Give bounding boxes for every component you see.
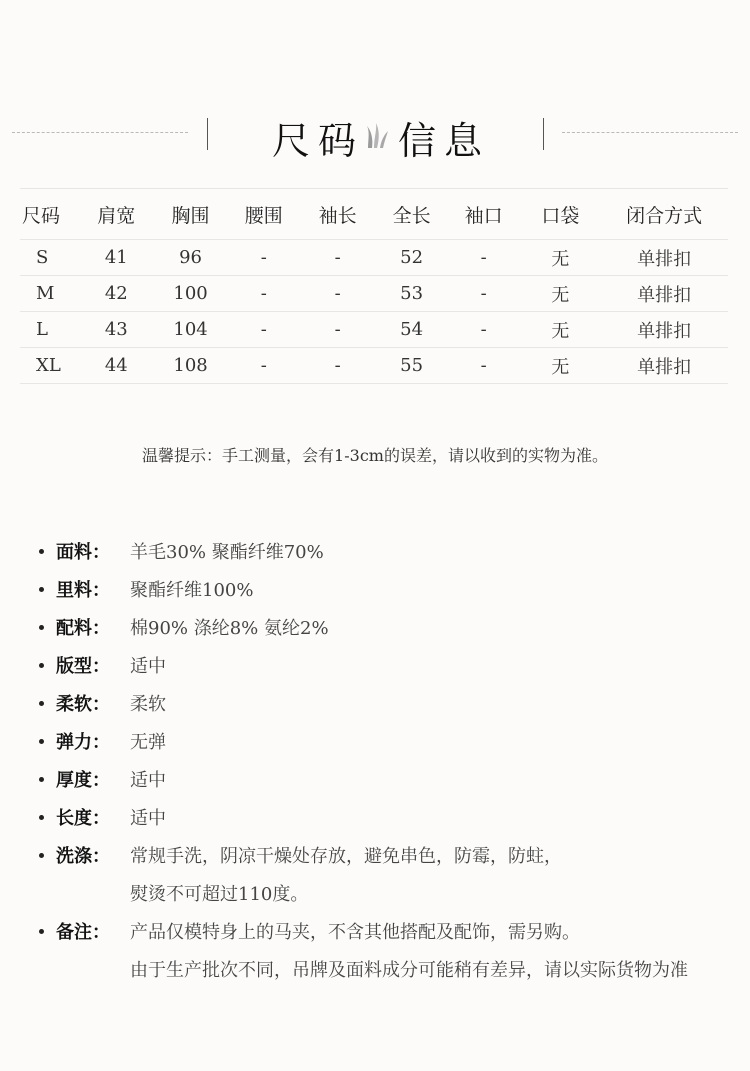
spec-label: 长度： [56, 808, 110, 829]
column-header: 袖口 [447, 189, 521, 240]
table-cell: 单排扣 [600, 348, 728, 384]
title-info: 信息 [398, 119, 491, 163]
bullet-icon [39, 853, 44, 858]
spec-label: 洗涤： [56, 846, 110, 867]
table-cell: - [447, 240, 521, 276]
title-size: 尺码 [272, 119, 365, 163]
bullet-icon [39, 663, 44, 668]
column-header: 腰围 [229, 189, 299, 240]
table-cell: L [20, 312, 80, 348]
table-cell: 108 [152, 348, 228, 384]
table-cell: - [299, 348, 377, 384]
table-cell: - [447, 276, 521, 312]
bullet-icon [39, 625, 44, 630]
table-cell: - [299, 276, 377, 312]
table-cell: 无 [521, 312, 601, 348]
spec-label: 配料： [56, 618, 110, 639]
spec-label: 里料： [56, 580, 110, 601]
table-cell: 100 [152, 276, 228, 312]
bullet-icon [39, 815, 44, 820]
spec-item [34, 572, 744, 610]
table-cell: 54 [377, 312, 447, 348]
spec-item [34, 800, 744, 838]
table-cell: 42 [80, 276, 152, 312]
table-row [20, 348, 728, 384]
column-header: 肩宽 [80, 189, 152, 240]
bullet-icon [39, 701, 44, 706]
column-header: 闭合方式 [600, 189, 728, 240]
bullet-icon [39, 929, 44, 934]
table-cell: - [299, 312, 377, 348]
column-header: 全长 [377, 189, 447, 240]
size-table [20, 188, 728, 384]
table-cell: 单排扣 [600, 240, 728, 276]
spec-item [34, 686, 744, 724]
table-cell: - [229, 276, 299, 312]
table-cell: XL [20, 348, 80, 384]
spec-item [34, 914, 744, 990]
spec-value: 柔软 [130, 694, 166, 715]
vertical-bar-right [543, 118, 544, 150]
spec-label: 弹力： [56, 732, 110, 753]
dashed-divider-right [562, 132, 738, 133]
table-row [20, 240, 728, 276]
section-header [0, 108, 750, 163]
spec-item [34, 610, 744, 648]
table-cell: M [20, 276, 80, 312]
table-cell: - [229, 312, 299, 348]
column-header: 尺码 [20, 189, 80, 240]
spec-value-continued: 熨烫不可超过110度。 [130, 884, 309, 905]
table-cell: 43 [80, 312, 152, 348]
table-row [20, 312, 728, 348]
table-cell: - [447, 348, 521, 384]
spec-value-continued: 由于生产批次不同，吊牌及面料成分可能稍有差异，请以实际货物为准 [130, 960, 688, 981]
size-table-header [20, 189, 728, 240]
table-cell: 52 [377, 240, 447, 276]
spec-value: 常规手洗，阴凉干燥处存放，避免串色，防霉，防蛀， [130, 846, 562, 867]
dashed-divider-left [12, 132, 188, 133]
spec-value: 产品仅模特身上的马夹，不含其他搭配及配饰，需另购。 [130, 922, 580, 943]
table-cell: 55 [377, 348, 447, 384]
column-header: 口袋 [521, 189, 601, 240]
table-cell: 41 [80, 240, 152, 276]
table-cell: S [20, 240, 80, 276]
bullet-icon [39, 587, 44, 592]
table-cell: - [299, 240, 377, 276]
table-cell: 无 [521, 276, 601, 312]
table-cell: - [229, 348, 299, 384]
table-cell: 96 [152, 240, 228, 276]
spec-value: 适中 [130, 770, 166, 791]
spec-label: 版型： [56, 656, 110, 677]
spec-item [34, 838, 744, 914]
vertical-bar-left [207, 118, 208, 150]
table-cell: 104 [152, 312, 228, 348]
spec-label: 备注： [56, 922, 110, 943]
table-cell: - [447, 312, 521, 348]
table-cell: 单排扣 [600, 276, 728, 312]
spec-item [34, 648, 744, 686]
table-cell: 44 [80, 348, 152, 384]
bullet-icon [39, 549, 44, 554]
measurement-tip: 温馨提示：手工测量，会有1-3cm的误差，请以收到的实物为准。 [142, 446, 608, 465]
spec-label: 面料： [56, 542, 110, 563]
table-cell: 53 [377, 276, 447, 312]
column-header: 袖长 [299, 189, 377, 240]
spec-value: 羊毛30% 聚酯纤维70% [130, 542, 324, 563]
spec-item [34, 534, 744, 572]
spec-list [34, 534, 744, 990]
bullet-icon [39, 739, 44, 744]
table-cell: 无 [521, 348, 601, 384]
spec-value: 适中 [130, 808, 166, 829]
table-cell: 无 [521, 240, 601, 276]
column-header: 胸围 [152, 189, 228, 240]
spec-value: 适中 [130, 656, 166, 677]
table-cell: 单排扣 [600, 312, 728, 348]
bullet-icon [39, 777, 44, 782]
spec-value: 棉90% 涤纶8% 氨纶2% [130, 618, 329, 639]
spec-item [34, 762, 744, 800]
table-cell: - [229, 240, 299, 276]
spec-item [34, 724, 744, 762]
spec-value: 聚酯纤维100% [130, 580, 254, 601]
spec-label: 厚度： [56, 770, 110, 791]
spec-label: 柔软： [56, 694, 110, 715]
table-row [20, 276, 728, 312]
leaf-ornament-icon [364, 122, 390, 150]
spec-value: 无弹 [130, 732, 166, 753]
